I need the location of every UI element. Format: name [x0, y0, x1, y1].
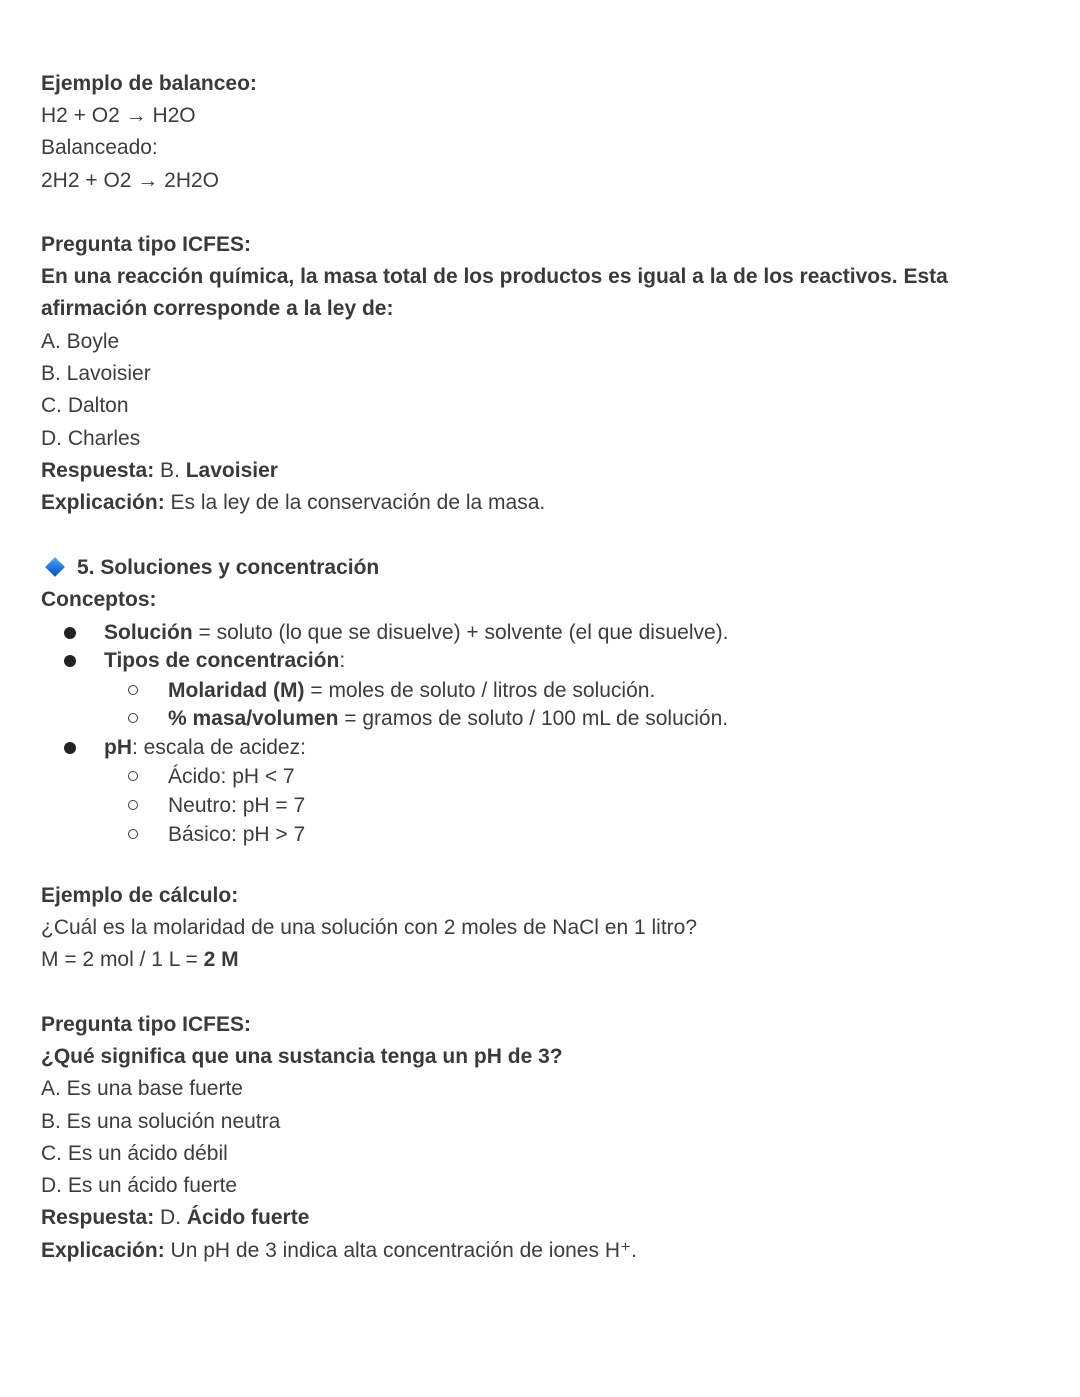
q1-explanation [41, 489, 545, 517]
q2-title: Pregunta tipo ICFES: [41, 1013, 251, 1036]
balanced-equation: 2H2 + O2 → 2H2O [41, 169, 219, 192]
masa-term: % masa/volumen [168, 707, 339, 730]
tipos-colon: : [339, 649, 346, 672]
solucion-term: Solución [104, 621, 193, 644]
q1-answer-letter: B. [160, 459, 180, 482]
bullet-icon [64, 742, 76, 754]
q1-option-d: D. Charles [41, 427, 141, 450]
q1-question-line1: En una reacción química, la masa total de los productos es igual a la de los reactivos. Esta [41, 265, 948, 288]
bullet-icon [64, 627, 76, 639]
concepts-label: Conceptos: [41, 588, 157, 611]
q1-explanation-text: Es la ley de la conservación de la masa. [170, 491, 546, 514]
molaridad-term: Molaridad (M) [168, 679, 305, 702]
formula-text: M = 2 mol / 1 L = [41, 948, 198, 971]
list-item-masa-volumen [168, 705, 728, 733]
q2-answer-value: Ácido fuerte [186, 1206, 310, 1229]
q2-explanation-text: Un pH de 3 indica alta concentración de iones H⁺. [170, 1239, 637, 1262]
bullet-icon [64, 655, 76, 667]
formula-result: 2 M [203, 948, 239, 971]
q2-answer [41, 1204, 309, 1232]
q1-answer [41, 457, 278, 485]
calculo-formula [41, 946, 239, 974]
calculo-title: Ejemplo de cálculo: [41, 884, 239, 907]
solucion-text: = soluto (lo que se disuelve) + solvente (el que disuelve). [198, 621, 729, 644]
balanceo-equation: H2 + O2 → H2O [41, 104, 196, 127]
q1-answer-label: Respuesta: [41, 459, 155, 482]
masa-text: = gramos de soluto / 100 mL de solución. [344, 707, 729, 730]
sub-bullet-icon [128, 685, 138, 695]
calculo-question: ¿Cuál es la molaridad de una solución con 2 moles de NaCl en 1 litro? [41, 916, 698, 939]
tipos-term: Tipos de concentración [104, 649, 340, 672]
q2-explanation-label: Explicación: [41, 1239, 165, 1262]
balanceo-title: Ejemplo de balanceo: [41, 72, 257, 95]
ph-text: : escala de acidez: [132, 736, 306, 759]
balanced-label: Balanceado: [41, 136, 158, 159]
ph-item-neutro: Neutro: pH = 7 [168, 794, 306, 817]
list-item-molaridad [168, 677, 655, 705]
q2-option-a: A. Es una base fuerte [41, 1077, 243, 1100]
q1-explanation-label: Explicación: [41, 491, 165, 514]
q2-question: ¿Qué significa que una sustancia tenga un pH de 3? [41, 1045, 563, 1068]
q1-title: Pregunta tipo ICFES: [41, 233, 251, 256]
q2-explanation [41, 1237, 637, 1265]
q1-answer-value: Lavoisier [185, 459, 278, 482]
sub-bullet-icon [128, 829, 138, 839]
list-item-ph [104, 734, 306, 762]
q2-option-b: B. Es una solución neutra [41, 1110, 281, 1133]
molaridad-text: = moles de soluto / litros de solución. [310, 679, 656, 702]
list-item-solucion [104, 619, 729, 647]
ph-term: pH [104, 736, 132, 759]
q1-option-c: C. Dalton [41, 394, 129, 417]
q2-answer-label: Respuesta: [41, 1206, 155, 1229]
q1-question-line2: afirmación corresponde a la ley de: [41, 297, 394, 320]
q1-option-b: B. Lavoisier [41, 362, 151, 385]
section-heading: 5. Soluciones y concentración [77, 556, 380, 579]
q2-answer-letter: D. [160, 1206, 182, 1229]
sub-bullet-icon [128, 713, 138, 723]
list-item-tipos [104, 647, 345, 675]
q2-option-c: C. Es un ácido débil [41, 1142, 228, 1165]
blue-diamond-icon [45, 557, 65, 577]
q2-option-d: D. Es un ácido fuerte [41, 1174, 238, 1197]
sub-bullet-icon [128, 800, 138, 810]
sub-bullet-icon [128, 771, 138, 781]
q1-option-a: A. Boyle [41, 330, 120, 353]
ph-item-basico: Básico: pH > 7 [168, 823, 306, 846]
ph-item-acido: Ácido: pH < 7 [168, 765, 295, 788]
